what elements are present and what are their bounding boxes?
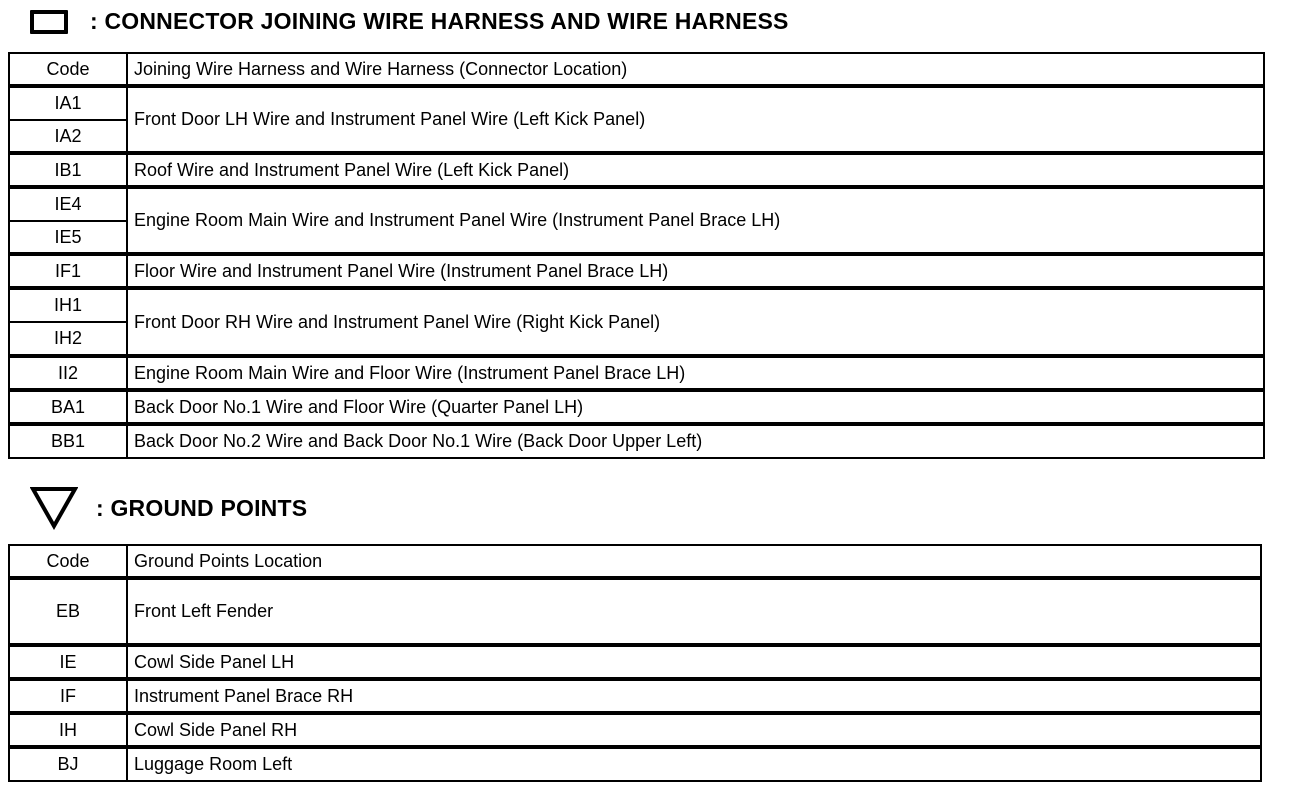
code-column-header: Code xyxy=(9,545,127,578)
table-row xyxy=(9,390,1264,424)
ground-code: EB xyxy=(9,578,127,645)
ground-location: Cowl Side Panel RH xyxy=(127,713,1261,747)
table-row xyxy=(9,645,1261,679)
table-row xyxy=(9,187,1264,221)
connector-code: BA1 xyxy=(9,390,127,424)
location-column-header: Joining Wire Harness and Wire Harness (Connector Location) xyxy=(127,53,1264,86)
table-row xyxy=(9,86,1264,120)
connector-location: Engine Room Main Wire and Instrument Panel Wire (Instrument Panel Brace LH) xyxy=(127,187,1264,254)
connector-code: IB1 xyxy=(9,153,127,187)
table-row xyxy=(9,356,1264,390)
table-header-row xyxy=(9,53,1264,86)
ground-section-header xyxy=(30,486,307,530)
table-row xyxy=(9,153,1264,187)
ground-table xyxy=(8,544,1262,782)
table-row xyxy=(9,713,1261,747)
ground-code: IE xyxy=(9,645,127,679)
ground-code: BJ xyxy=(9,747,127,781)
connector-location: Front Door LH Wire and Instrument Panel Wire (Left Kick Panel) xyxy=(127,86,1264,153)
connector-code: IA1 xyxy=(9,86,127,120)
code-column-header: Code xyxy=(9,53,127,86)
connector-code: IH2 xyxy=(9,322,127,356)
connector-location: Floor Wire and Instrument Panel Wire (Instrument Panel Brace LH) xyxy=(127,254,1264,288)
box-icon xyxy=(30,10,68,34)
connector-section-header xyxy=(30,8,789,35)
table-row xyxy=(9,254,1264,288)
connector-code: IH1 xyxy=(9,288,127,322)
ground-location: Luggage Room Left xyxy=(127,747,1261,781)
connector-location: Roof Wire and Instrument Panel Wire (Left Kick Panel) xyxy=(127,153,1264,187)
connector-code: IE5 xyxy=(9,221,127,254)
ground-code: IH xyxy=(9,713,127,747)
connector-location: Front Door RH Wire and Instrument Panel Wire (Right Kick Panel) xyxy=(127,288,1264,356)
ground-location: Instrument Panel Brace RH xyxy=(127,679,1261,713)
triangle-down-icon xyxy=(30,486,78,530)
ground-location: Cowl Side Panel LH xyxy=(127,645,1261,679)
table-row xyxy=(9,679,1261,713)
location-column-header: Ground Points Location xyxy=(127,545,1261,578)
table-row xyxy=(9,424,1264,458)
connector-section-title: : CONNECTOR JOINING WIRE HARNESS AND WIRE HARNESS xyxy=(90,8,789,34)
ground-section-title: : GROUND POINTS xyxy=(96,494,308,521)
table-row xyxy=(9,747,1261,781)
connector-location: Engine Room Main Wire and Floor Wire (Instrument Panel Brace LH) xyxy=(127,356,1264,390)
connector-code: II2 xyxy=(9,356,127,390)
connector-table xyxy=(8,52,1265,459)
connector-code: IE4 xyxy=(9,187,127,221)
table-row xyxy=(9,578,1261,645)
connector-location: Back Door No.2 Wire and Back Door No.1 Wire (Back Door Upper Left) xyxy=(127,424,1264,458)
connector-code: BB1 xyxy=(9,424,127,458)
table-row xyxy=(9,288,1264,322)
connector-location: Back Door No.1 Wire and Floor Wire (Quarter Panel LH) xyxy=(127,390,1264,424)
ground-location: Front Left Fender xyxy=(127,578,1261,645)
table-header-row xyxy=(9,545,1261,578)
connector-code: IA2 xyxy=(9,120,127,153)
connector-code: IF1 xyxy=(9,254,127,288)
ground-code: IF xyxy=(9,679,127,713)
